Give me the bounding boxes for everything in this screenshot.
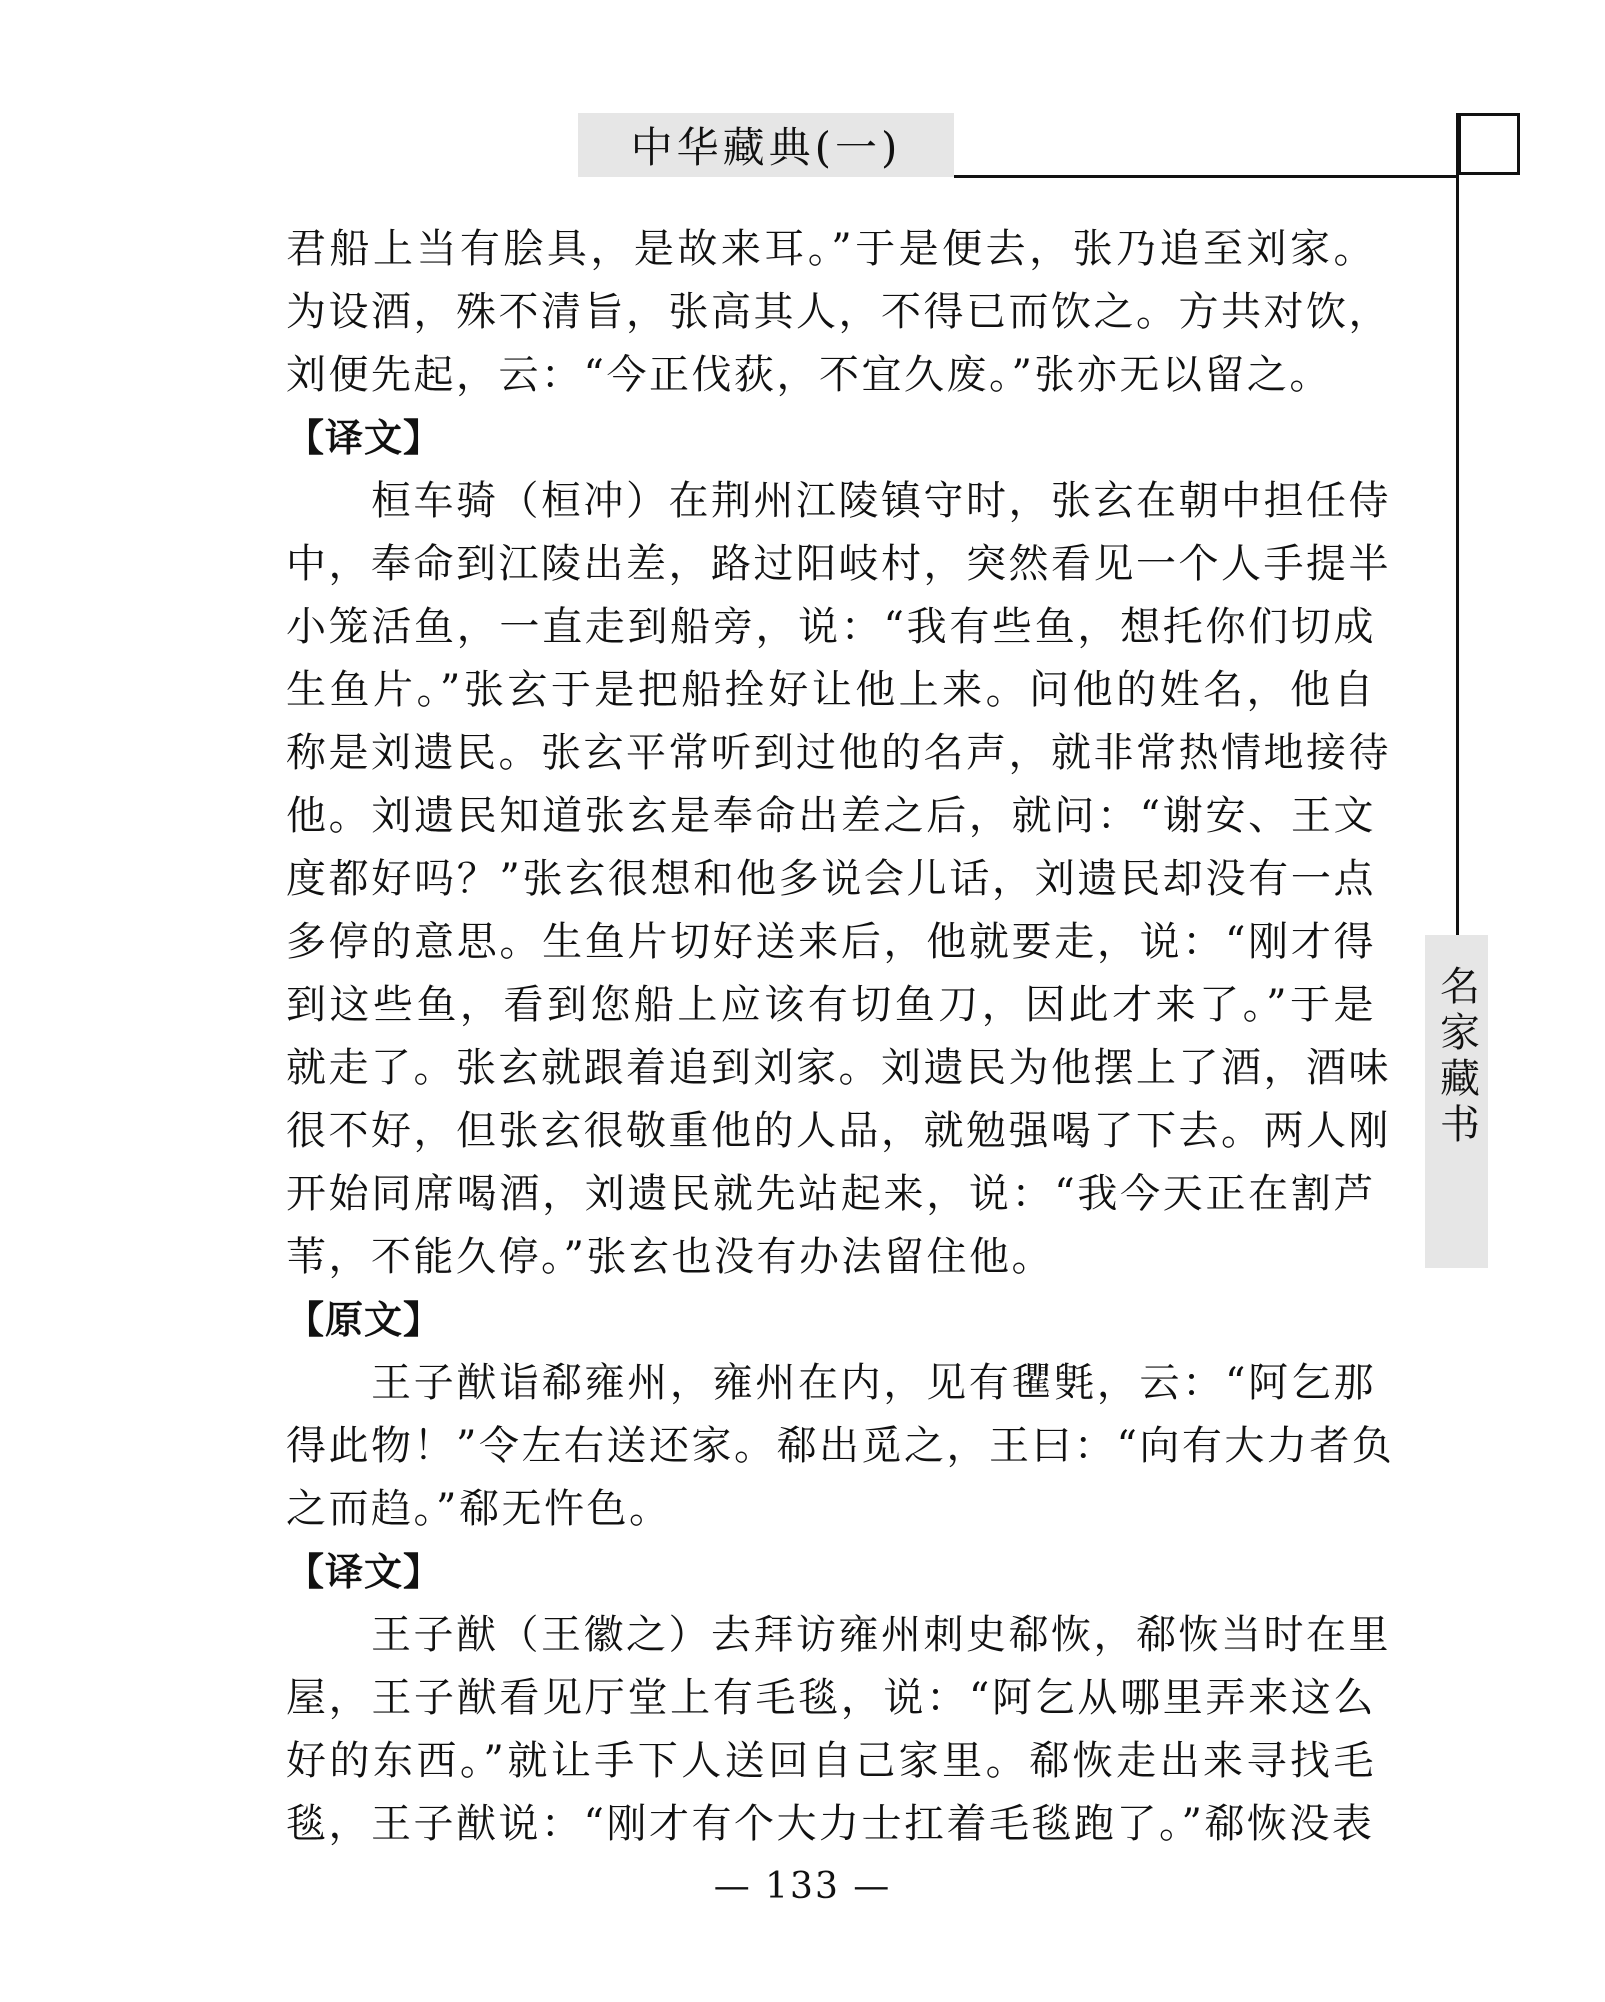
text-line: 他。刘遗民知道张玄是奉命出差之后，就问：“谢安、王文 [286,793,1376,839]
text-line: 到这些鱼，看到您船上应该有切鱼刀，因此才来了。”于是 [286,982,1376,1028]
side-tab-label: 名家藏书 [1433,965,1480,1149]
paragraph [286,470,1391,1289]
text-line: 王子猷（王徽之）去拜访雍州刺史郗恢，郗恢当时在里 [371,1612,1391,1658]
text-line: 开始同席喝酒，刘遗民就先站起来，说：“我今天正在割芦 [286,1171,1376,1217]
text-line: 苇，不能久停。”张玄也没有办法留住他。 [286,1234,1054,1280]
text-line: 刘便先起，云：“今正伐荻，不宜久废。”张亦无以留之。 [286,352,1332,398]
text-line: 好的东西。”就让手下人送回自己家里。郗恢走出来寻找毛 [286,1738,1376,1784]
side-tab [1425,935,1488,1268]
page-number: — 133 — [713,1866,892,1907]
text-line: 很不好，但张玄很敬重他的人品，就勉强喝了下去。两人刚 [286,1108,1391,1154]
text-line: 就走了。张玄就跟着追到刘家。刘遗民为他摆上了酒，酒味 [286,1045,1391,1091]
corner-box [1458,113,1520,175]
text-line: 毯，王子猷说：“刚才有个大力士扛着毛毯跑了。”郗恢没表 [286,1801,1375,1847]
text-line: 得此物！”令左右送还家。郗出觅之，王曰：“向有大力者负 [286,1423,1395,1469]
running-header-title [578,113,954,177]
book-title: 中华藏典(一) [630,123,902,172]
side-rule [1456,113,1459,935]
text-line: 君船上当有脍具，是故来耳。”于是便去，张乃追至刘家。 [286,226,1376,272]
text-line: 之而趋。”郗无忤色。 [286,1486,672,1532]
section-heading: 【译文】 [286,416,443,460]
section-heading: 【译文】 [286,1550,443,1594]
text-line: 中，奉命到江陵出差，路过阳岐村，突然看见一个人手提半 [286,541,1391,587]
text-line: 多停的意思。生鱼片切好送来后，他就要走，说：“刚才得 [286,919,1376,965]
text-line: 度都好吗？”张玄很想和他多说会儿话，刘遗民却没有一点 [286,856,1376,902]
text-line: 称是刘遗民。张玄平常听到过他的名声，就非常热情地接待 [286,730,1391,776]
paragraph [286,1352,1395,1541]
header-rule [954,175,1458,178]
page-body [286,218,1395,1856]
text-line: 王子猷诣郗雍州，雍州在内，见有𣰽㲣，云：“阿乞那 [371,1360,1376,1406]
paragraph [286,1604,1391,1856]
section-heading: 【原文】 [286,1298,443,1342]
text-line: 桓车骑（桓冲）在荆州江陵镇守时，张玄在朝中担任侍 [371,478,1391,524]
paragraph [286,218,1391,407]
text-line: 小笼活鱼，一直走到船旁，说：“我有些鱼，想托你们切成 [286,604,1376,650]
text-line: 屋，王子猷看见厅堂上有毛毯，说：“阿乞从哪里弄来这么 [286,1675,1376,1721]
text-line: 生鱼片。”张玄于是把船拴好让他上来。问他的姓名，他自 [286,667,1376,713]
text-line: 为设酒，殊不清旨，张高其人，不得已而饮之。方共对饮， [286,289,1391,335]
